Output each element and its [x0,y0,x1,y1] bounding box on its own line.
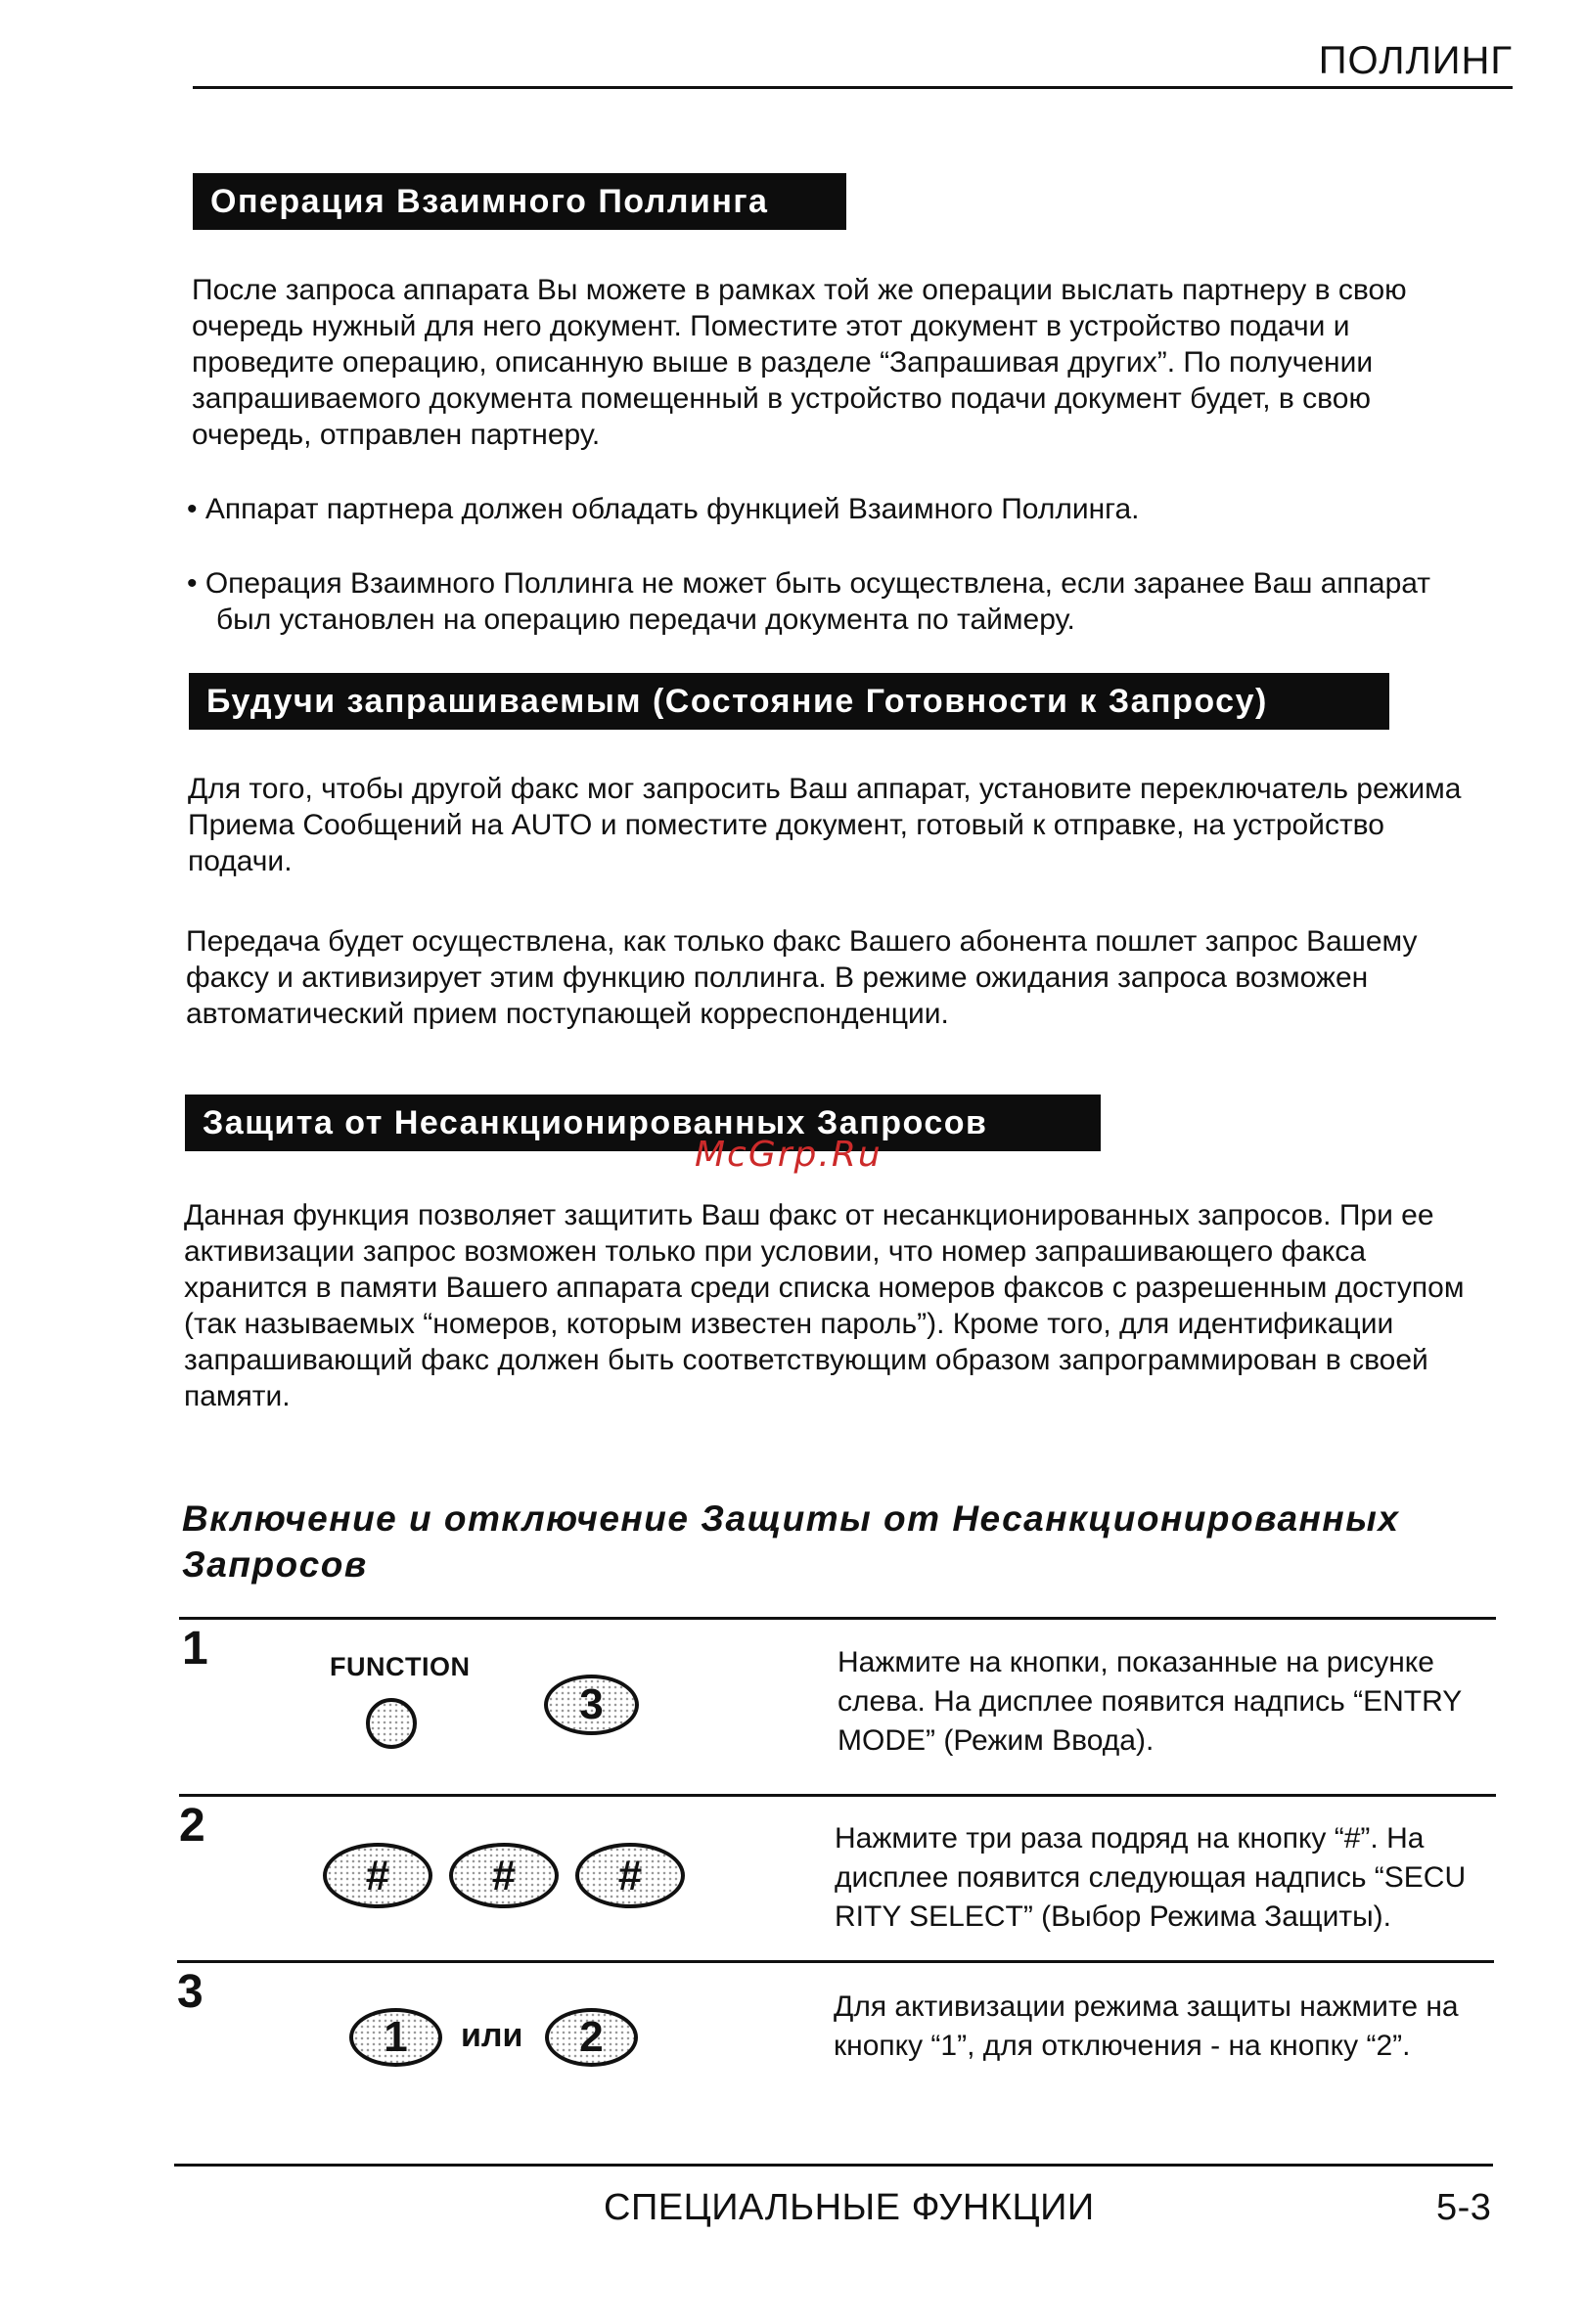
text-line: Нажмите на кнопки, показанные на рисунке [838,1646,1434,1678]
footer-rule [174,2164,1493,2167]
bullet-item [187,491,1139,527]
text-line: • Операция Взаимного Поллинга не может быть осуществлена, если заранее Ваш аппарат [187,567,1431,600]
text-line: дисплее появится следующая надпись “SECU [835,1861,1467,1894]
text-line: (так называемых “номеров, которым известен пароль”). Кроме того, для идентификации [184,1308,1394,1340]
step-divider [179,1794,1496,1797]
text-line: После запроса аппарата Вы можете в рамках той же операции выслать партнеру в свою [192,274,1407,306]
key-3-icon: 3 [544,1675,639,1735]
text-line: очередь, отправлен партнеру. [192,419,601,451]
paragraph-transmission [186,923,1418,1032]
text-line: Нажмите три раза подряд на кнопку “#”. На [835,1822,1425,1855]
section-title-being-polled: Будучи запрашиваемым (Состояние Готовности к Запросу) [189,673,1389,730]
step-number: 3 [177,1966,204,2018]
step-divider [177,1960,1494,1963]
function-button-icon [366,1698,417,1749]
paragraph-ready-state [188,771,1461,879]
text-line: активизации запрос возможен только при условии, что номер запрашивающего факса [184,1235,1367,1268]
text-line: проведите операцию, описанную выше в разделе “Запрашивая других”. По получении [192,346,1374,379]
text-line: автоматический прием поступающей корреспонденции. [186,998,949,1030]
text-line: подачи. [188,845,293,877]
text-line: кнопку “1”, для отключения - на кнопку “2”. [834,2030,1411,2062]
text-line: Передача будет осуществлена, как только факс Вашего абонента пошлет запрос Вашему [186,925,1418,958]
text-line: запрашивающий факс должен быть соответствующим образом запрограммирован в своей [184,1344,1428,1376]
step-instruction [835,1819,1466,1937]
text-line: очередь нужный для него документ. Поместите этот документ в устройство подачи и [192,310,1350,342]
hash-key-icon: # [449,1843,559,1908]
text-line: Данная функция позволяет защитить Ваш факс от несанкционированных запросов. При ее [184,1199,1434,1231]
procedure-subheading [182,1496,1399,1587]
key-1-icon: 1 [349,2008,442,2067]
subheading-line: Запросов [182,1544,368,1585]
key-2-icon: 2 [545,2008,638,2067]
text-line: • Аппарат партнера должен обладать функцией Взаимного Поллинга. [187,493,1140,525]
step-instruction [838,1643,1462,1761]
header-rule [193,86,1513,89]
step-number: 1 [182,1623,208,1675]
text-line: Для того, чтобы другой факс мог запросить Ваш аппарат, установите переключатель режима [188,773,1462,805]
watermark: McGrp.Ru [695,1135,883,1175]
step-instruction [834,1988,1459,2066]
text-line: Приема Сообщений на AUTO и поместите документ, готовый к отправке, на устройство [188,809,1384,841]
text-line: запрашиваемого документа помещенный в устройство подачи документ будет, в свою [192,382,1371,415]
bullet-item [187,565,1430,638]
step-number: 2 [179,1800,205,1852]
footer-chapter: СПЕЦИАЛЬНЫЕ ФУНКЦИИ [604,2187,1095,2228]
paragraph-security [184,1197,1465,1414]
hash-key-icon: # [575,1843,685,1908]
subheading-line: Включение и отключение Защиты от Несанкционированных [182,1498,1400,1539]
text-line: памяти. [184,1380,291,1412]
text-line: Для активизации режима защиты нажмите на [834,1990,1459,2023]
text-line: факсу и активизирует этим функцию поллинга. В режиме ожидания запроса возможен [186,961,1369,994]
section-title-security: Защита от Несанкционированных Запросов [185,1095,1101,1151]
hash-key-icon: # [323,1843,432,1908]
function-key-label: FUNCTION [330,1652,471,1681]
paragraph-mutual-polling [192,272,1407,453]
text-line: был установлен на операцию передачи документа по таймеру. [216,603,1075,636]
text-line: MODE” (Режим Ввода). [838,1724,1155,1757]
step-divider [179,1617,1496,1620]
or-separator: или [461,2017,523,2054]
text-line: слева. На дисплее появится надпись “ENTRY [838,1685,1463,1718]
page-number: 5-3 [1436,2187,1492,2228]
section-title-mutual-polling: Операция Взаимного Поллинга [193,173,846,230]
text-line: RITY SELECT” (Выбор Режима Защиты). [835,1900,1391,1933]
text-line: хранится в памяти Вашего аппарата среди списка номеров факсов с разрешенным доступом [184,1272,1465,1304]
running-header: ПОЛЛИНГ [1318,39,1513,82]
